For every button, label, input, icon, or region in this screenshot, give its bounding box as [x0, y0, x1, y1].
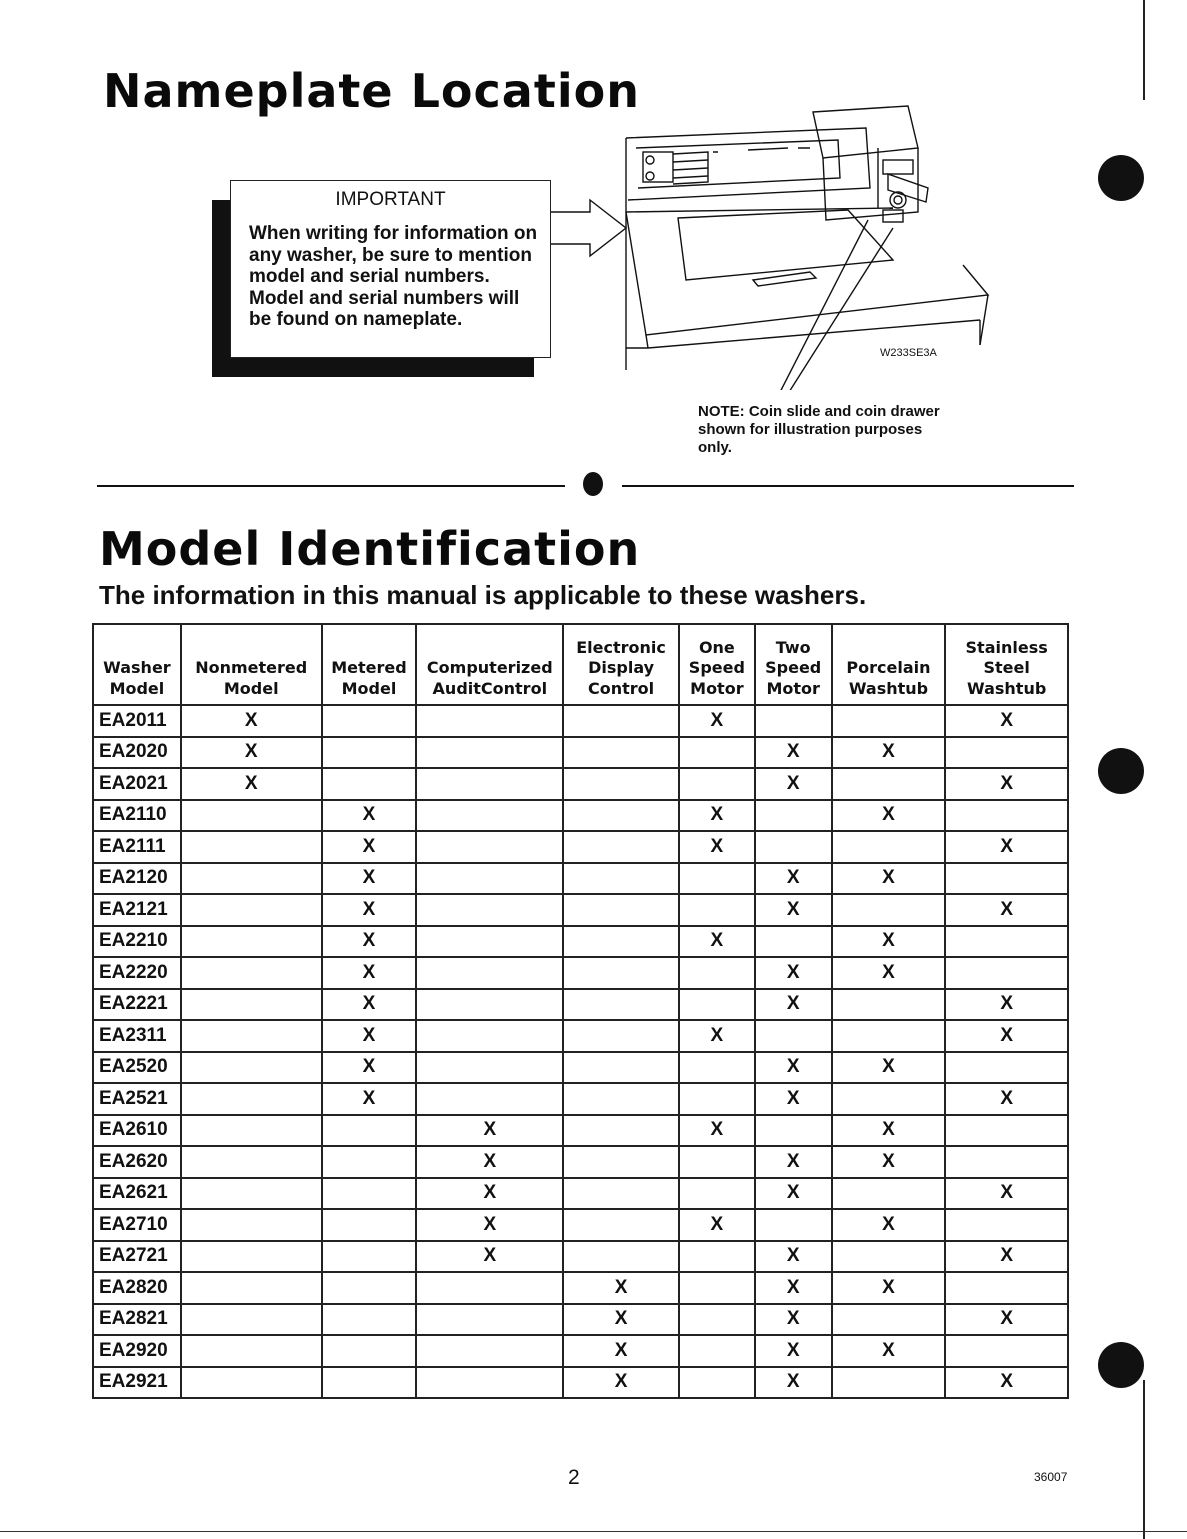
feature-cell: [181, 1052, 322, 1084]
feature-cell: [563, 1209, 679, 1241]
feature-cell: X: [322, 831, 417, 863]
feature-cell: X: [832, 1146, 946, 1178]
binder-hole: [1098, 155, 1144, 201]
feature-cell: [322, 1304, 417, 1336]
model-cell: EA2210: [93, 926, 181, 958]
table-row: [93, 894, 1068, 926]
column-header: Stainless Steel Washtub: [945, 624, 1068, 705]
feature-cell: [945, 800, 1068, 832]
feature-cell: [679, 1272, 755, 1304]
illustration-code: W233SE3A: [880, 347, 937, 359]
feature-cell: [679, 1083, 755, 1115]
washer-illustration: [548, 100, 998, 390]
model-cell: EA2221: [93, 989, 181, 1021]
feature-cell: [563, 1020, 679, 1052]
model-cell: EA2521: [93, 1083, 181, 1115]
table-row: [93, 863, 1068, 895]
feature-cell: X: [563, 1367, 679, 1399]
feature-cell: [679, 957, 755, 989]
feature-cell: [181, 1178, 322, 1210]
feature-cell: [755, 1209, 832, 1241]
feature-cell: [322, 1178, 417, 1210]
feature-cell: [416, 989, 563, 1021]
section-divider-right: [622, 485, 1074, 487]
feature-cell: X: [322, 800, 417, 832]
feature-cell: [416, 800, 563, 832]
feature-cell: [416, 1083, 563, 1115]
feature-cell: [832, 1241, 946, 1273]
feature-cell: X: [832, 1335, 946, 1367]
feature-cell: [755, 1020, 832, 1052]
feature-cell: [945, 1335, 1068, 1367]
feature-cell: [416, 1272, 563, 1304]
feature-cell: X: [755, 1367, 832, 1399]
feature-cell: [945, 1052, 1068, 1084]
feature-cell: X: [755, 894, 832, 926]
table-row: [93, 705, 1068, 737]
feature-cell: [563, 768, 679, 800]
feature-cell: [832, 894, 946, 926]
feature-cell: X: [755, 1272, 832, 1304]
feature-cell: [416, 894, 563, 926]
important-text: When writing for information on any washer, be sure to mention model and serial numbers. Model and serial numbers will be found on nameplate.: [249, 223, 538, 330]
feature-cell: X: [679, 1209, 755, 1241]
feature-cell: [755, 705, 832, 737]
column-header: Porcelain Washtub: [832, 624, 946, 705]
model-cell: EA2821: [93, 1304, 181, 1336]
feature-cell: [832, 1178, 946, 1210]
feature-cell: [679, 1335, 755, 1367]
table-row: [93, 1367, 1068, 1399]
page-edge-line: [1143, 1380, 1145, 1539]
feature-cell: X: [755, 1178, 832, 1210]
feature-cell: [945, 1209, 1068, 1241]
feature-cell: [181, 1146, 322, 1178]
feature-cell: [563, 737, 679, 769]
feature-cell: X: [679, 705, 755, 737]
feature-cell: [416, 1304, 563, 1336]
feature-cell: [416, 831, 563, 863]
feature-cell: [563, 800, 679, 832]
model-cell: EA2311: [93, 1020, 181, 1052]
model-cell: EA2111: [93, 831, 181, 863]
feature-cell: X: [322, 1020, 417, 1052]
feature-cell: [563, 989, 679, 1021]
feature-cell: [679, 737, 755, 769]
feature-cell: [832, 1020, 946, 1052]
feature-cell: X: [322, 989, 417, 1021]
feature-cell: X: [755, 957, 832, 989]
model-cell: EA2620: [93, 1146, 181, 1178]
feature-cell: [563, 863, 679, 895]
feature-cell: X: [755, 1241, 832, 1273]
feature-cell: X: [945, 1178, 1068, 1210]
feature-cell: [563, 1083, 679, 1115]
feature-cell: [563, 926, 679, 958]
table-row: [93, 1083, 1068, 1115]
feature-cell: [181, 1335, 322, 1367]
model-identification-subtitle: The information in this manual is applicable to these washers.: [99, 580, 867, 610]
page-bottom-edge: [0, 1531, 1187, 1532]
feature-cell: [563, 705, 679, 737]
table-header-row: [93, 624, 1068, 705]
feature-cell: [563, 1146, 679, 1178]
feature-cell: [181, 1020, 322, 1052]
feature-cell: X: [832, 1209, 946, 1241]
feature-cell: X: [945, 1020, 1068, 1052]
feature-cell: X: [945, 1241, 1068, 1273]
feature-cell: X: [181, 768, 322, 800]
feature-cell: [755, 926, 832, 958]
feature-cell: X: [832, 737, 946, 769]
feature-cell: X: [755, 1304, 832, 1336]
feature-cell: [679, 1146, 755, 1178]
model-cell: EA2011: [93, 705, 181, 737]
feature-cell: [945, 1146, 1068, 1178]
feature-cell: [755, 831, 832, 863]
model-cell: EA2120: [93, 863, 181, 895]
table-row: [93, 1146, 1068, 1178]
page-edge-line: [1143, 0, 1145, 100]
feature-cell: [679, 894, 755, 926]
feature-cell: [563, 1115, 679, 1147]
feature-cell: [416, 926, 563, 958]
table-row: [93, 957, 1068, 989]
feature-cell: X: [563, 1304, 679, 1336]
table-row: [93, 989, 1068, 1021]
feature-cell: X: [832, 926, 946, 958]
feature-cell: X: [416, 1178, 563, 1210]
feature-cell: [416, 737, 563, 769]
important-heading: IMPORTANT: [335, 189, 446, 210]
feature-cell: X: [945, 1304, 1068, 1336]
feature-cell: X: [679, 831, 755, 863]
model-cell: EA2520: [93, 1052, 181, 1084]
feature-cell: [945, 957, 1068, 989]
feature-cell: X: [945, 1083, 1068, 1115]
feature-cell: [679, 1178, 755, 1210]
table-row: [93, 1178, 1068, 1210]
feature-cell: [322, 705, 417, 737]
feature-cell: [416, 1052, 563, 1084]
model-cell: EA2710: [93, 1209, 181, 1241]
feature-cell: [563, 1178, 679, 1210]
feature-cell: [832, 1083, 946, 1115]
feature-cell: X: [832, 957, 946, 989]
model-cell: EA2110: [93, 800, 181, 832]
feature-cell: X: [832, 863, 946, 895]
feature-cell: X: [679, 800, 755, 832]
feature-cell: [832, 768, 946, 800]
feature-cell: [416, 1367, 563, 1399]
feature-cell: [322, 1367, 417, 1399]
section-divider-dot: [583, 472, 603, 496]
feature-cell: X: [832, 1115, 946, 1147]
feature-cell: X: [755, 737, 832, 769]
feature-cell: [181, 1115, 322, 1147]
table-row: [93, 800, 1068, 832]
feature-cell: [322, 1272, 417, 1304]
feature-cell: [416, 1020, 563, 1052]
table-row: [93, 768, 1068, 800]
feature-cell: X: [755, 1146, 832, 1178]
section-divider-left: [97, 485, 565, 487]
feature-cell: X: [322, 1083, 417, 1115]
feature-cell: [181, 894, 322, 926]
feature-cell: X: [945, 989, 1068, 1021]
feature-cell: X: [416, 1115, 563, 1147]
binder-hole: [1098, 1342, 1144, 1388]
feature-cell: X: [755, 1335, 832, 1367]
column-header: Metered Model: [322, 624, 417, 705]
table-row: [93, 1052, 1068, 1084]
feature-cell: [322, 1209, 417, 1241]
feature-cell: X: [181, 705, 322, 737]
feature-cell: [945, 737, 1068, 769]
feature-cell: X: [832, 1272, 946, 1304]
feature-cell: [832, 1367, 946, 1399]
feature-cell: [679, 1241, 755, 1273]
feature-cell: [322, 1335, 417, 1367]
feature-cell: X: [945, 894, 1068, 926]
feature-cell: [322, 1241, 417, 1273]
feature-cell: X: [755, 989, 832, 1021]
model-cell: EA2610: [93, 1115, 181, 1147]
feature-cell: [322, 737, 417, 769]
feature-cell: X: [322, 894, 417, 926]
feature-cell: [679, 768, 755, 800]
table-row: [93, 1335, 1068, 1367]
feature-cell: [181, 1304, 322, 1336]
model-cell: EA2920: [93, 1335, 181, 1367]
column-header: Nonmetered Model: [181, 624, 322, 705]
feature-cell: [181, 863, 322, 895]
model-identification-title: Model Identification: [99, 522, 641, 576]
feature-cell: X: [416, 1209, 563, 1241]
feature-cell: [563, 831, 679, 863]
feature-cell: [181, 957, 322, 989]
model-cell: EA2121: [93, 894, 181, 926]
document-code: 36007: [1034, 1470, 1068, 1484]
feature-cell: [416, 1335, 563, 1367]
feature-cell: [181, 926, 322, 958]
column-header: Two Speed Motor: [755, 624, 832, 705]
feature-cell: [679, 989, 755, 1021]
feature-cell: X: [679, 926, 755, 958]
feature-cell: X: [322, 1052, 417, 1084]
feature-cell: X: [679, 1115, 755, 1147]
nameplate-location-title: Nameplate Location: [103, 64, 640, 118]
model-cell: EA2020: [93, 737, 181, 769]
column-header: Washer Model: [93, 624, 181, 705]
feature-cell: [563, 957, 679, 989]
feature-cell: [181, 1272, 322, 1304]
feature-cell: [563, 1241, 679, 1273]
model-cell: EA2621: [93, 1178, 181, 1210]
feature-cell: [181, 1241, 322, 1273]
feature-cell: X: [181, 737, 322, 769]
feature-cell: X: [945, 1367, 1068, 1399]
model-cell: EA2021: [93, 768, 181, 800]
feature-cell: X: [945, 768, 1068, 800]
feature-cell: [181, 1367, 322, 1399]
feature-cell: [416, 863, 563, 895]
feature-cell: X: [945, 831, 1068, 863]
coin-slide-note: NOTE: Coin slide and coin drawer shown for illustration purposes only.: [698, 403, 940, 456]
feature-cell: X: [322, 863, 417, 895]
feature-cell: [755, 800, 832, 832]
feature-cell: [832, 831, 946, 863]
table-row: [93, 1241, 1068, 1273]
model-cell: EA2921: [93, 1367, 181, 1399]
feature-cell: [181, 989, 322, 1021]
table-row: [93, 1020, 1068, 1052]
feature-cell: [945, 1115, 1068, 1147]
feature-cell: X: [679, 1020, 755, 1052]
feature-cell: [181, 800, 322, 832]
feature-cell: X: [755, 1083, 832, 1115]
page-number: 2: [568, 1466, 580, 1489]
feature-cell: [945, 863, 1068, 895]
feature-cell: X: [832, 800, 946, 832]
feature-cell: [755, 1115, 832, 1147]
feature-cell: [679, 863, 755, 895]
feature-cell: [945, 1272, 1068, 1304]
table-row: [93, 737, 1068, 769]
feature-cell: X: [416, 1241, 563, 1273]
feature-cell: [416, 768, 563, 800]
feature-cell: X: [563, 1272, 679, 1304]
feature-cell: [679, 1052, 755, 1084]
feature-cell: X: [322, 957, 417, 989]
model-cell: EA2820: [93, 1272, 181, 1304]
feature-cell: [945, 926, 1068, 958]
important-box: [230, 180, 551, 358]
feature-cell: X: [832, 1052, 946, 1084]
column-header: One Speed Motor: [679, 624, 755, 705]
model-table: [92, 623, 1069, 1399]
column-header: Computerized AuditControl: [416, 624, 563, 705]
feature-cell: [181, 1209, 322, 1241]
column-header: Electronic Display Control: [563, 624, 679, 705]
table-row: [93, 831, 1068, 863]
feature-cell: X: [755, 863, 832, 895]
feature-cell: X: [755, 1052, 832, 1084]
feature-cell: [181, 831, 322, 863]
table-row: [93, 1304, 1068, 1336]
feature-cell: [322, 1146, 417, 1178]
table-row: [93, 1209, 1068, 1241]
feature-cell: [679, 1304, 755, 1336]
feature-cell: X: [945, 705, 1068, 737]
feature-cell: [322, 768, 417, 800]
binder-hole: [1098, 748, 1144, 794]
feature-cell: [322, 1115, 417, 1147]
feature-cell: [181, 1083, 322, 1115]
feature-cell: [832, 1304, 946, 1336]
table-row: [93, 1115, 1068, 1147]
feature-cell: [679, 1367, 755, 1399]
feature-cell: X: [322, 926, 417, 958]
table-row: [93, 1272, 1068, 1304]
feature-cell: X: [755, 768, 832, 800]
feature-cell: [832, 705, 946, 737]
feature-cell: [563, 894, 679, 926]
feature-cell: [563, 1052, 679, 1084]
model-cell: EA2721: [93, 1241, 181, 1273]
feature-cell: X: [563, 1335, 679, 1367]
feature-cell: [416, 705, 563, 737]
table-row: [93, 926, 1068, 958]
model-cell: EA2220: [93, 957, 181, 989]
feature-cell: [416, 957, 563, 989]
feature-cell: [832, 989, 946, 1021]
feature-cell: X: [416, 1146, 563, 1178]
